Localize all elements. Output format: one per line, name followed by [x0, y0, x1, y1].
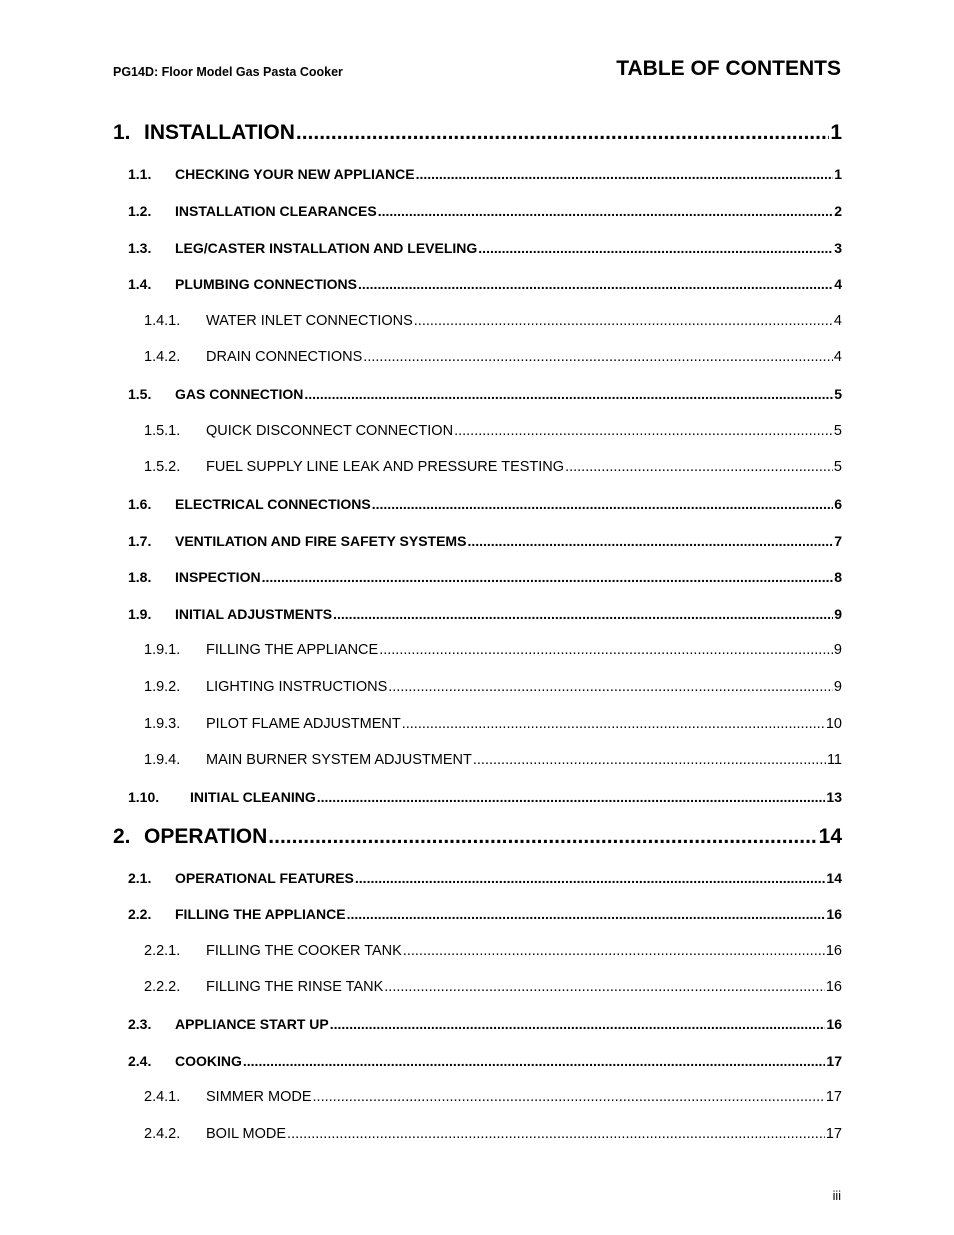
toc-entry-number: 1.7.	[128, 533, 152, 549]
toc-entry-page: 11	[826, 752, 842, 768]
toc-entry-title: BOIL MODE	[206, 1126, 287, 1142]
toc-entry-page: 16	[825, 943, 842, 959]
toc-entry-title: INSTALLATION CLEARANCES	[175, 203, 377, 219]
toc-entry-page: 14	[818, 825, 842, 848]
toc-entry[interactable]	[113, 422, 842, 440]
toc-dot-leader	[416, 165, 834, 183]
toc-entry-page: 6	[834, 496, 842, 512]
toc-dot-leader	[296, 120, 829, 146]
toc-entry-page: 9	[833, 642, 842, 658]
toc-entry-title: PLUMBING CONNECTIONS	[175, 276, 357, 292]
toc-entry-page: 7	[834, 533, 842, 549]
toc-entry-number: 1.8.	[128, 569, 152, 585]
toc-entry-number: 1.10.	[128, 789, 160, 805]
toc-entry[interactable]	[113, 788, 842, 806]
toc-entry-number: 1.9.	[128, 606, 152, 622]
toc-dot-leader	[467, 532, 833, 550]
toc-entry-page: 5	[833, 423, 842, 439]
toc-entry[interactable]	[113, 495, 842, 513]
toc-entry-title: INSPECTION	[175, 569, 261, 585]
toc-entry[interactable]	[113, 641, 842, 659]
toc-entry[interactable]	[113, 120, 842, 146]
toc-dot-leader	[355, 869, 826, 887]
toc-entry-title: VENTILATION AND FIRE SAFETY SYSTEMS	[175, 533, 467, 549]
toc-entry-number: 1.5.1.	[144, 423, 181, 439]
toc-entry[interactable]	[113, 715, 842, 733]
toc-entry-title: OPERATIONAL FEATURES	[175, 870, 354, 886]
toc-entry-page: 9	[834, 606, 842, 622]
toc-dot-leader	[378, 202, 834, 220]
toc-dot-leader	[372, 495, 833, 513]
toc-entry[interactable]	[113, 348, 842, 366]
toc-entry[interactable]	[113, 568, 842, 586]
toc-dot-leader	[473, 751, 826, 769]
toc-entry-number: 1.9.4.	[144, 752, 181, 768]
toc-entry-number: 1.4.1.	[144, 313, 181, 329]
toc-entry-number: 2.1.	[128, 870, 152, 886]
toc-dot-leader	[414, 312, 833, 330]
toc-entry-number: 1.9.3.	[144, 716, 181, 732]
toc-entry-title: CHECKING YOUR NEW APPLIANCE	[175, 166, 415, 182]
toc-dot-leader	[478, 239, 833, 257]
toc-entry-number: 1.4.2.	[144, 349, 181, 365]
toc-entry-page: 17	[826, 1053, 842, 1069]
section-title: TABLE OF CONTENTS	[616, 57, 841, 80]
toc-entry-page: 17	[825, 1089, 842, 1105]
toc-entry-number: 1.	[113, 121, 131, 144]
toc-entry-number: 2.	[113, 825, 131, 848]
toc-dot-leader	[330, 1015, 826, 1033]
toc-entry-number: 1.4.	[128, 276, 152, 292]
toc-entry-number: 1.2.	[128, 203, 152, 219]
toc-entry-page: 9	[833, 679, 842, 695]
toc-entry-number: 2.3.	[128, 1016, 152, 1032]
toc-entry[interactable]	[113, 202, 842, 220]
toc-entry-title: APPLIANCE START UP	[175, 1016, 329, 1032]
toc-dot-leader	[358, 275, 833, 293]
toc-entry[interactable]	[113, 905, 842, 923]
toc-entry-title: WATER INLET CONNECTIONS	[206, 313, 413, 329]
toc-entry-page: 4	[833, 313, 842, 329]
toc-entry-title: GAS CONNECTION	[175, 386, 304, 402]
toc-entry-page: 5	[834, 386, 842, 402]
toc-dot-leader	[388, 678, 833, 696]
toc-entry[interactable]	[113, 165, 842, 183]
toc-dot-leader	[317, 788, 826, 806]
toc-entry[interactable]	[113, 532, 842, 550]
toc-entry-page: 2	[834, 203, 842, 219]
toc-entry-page: 5	[833, 459, 842, 475]
toc-entry-title: MAIN BURNER SYSTEM ADJUSTMENT	[206, 752, 472, 768]
toc-entry-page: 13	[826, 789, 842, 805]
toc-entry[interactable]	[113, 869, 842, 887]
toc-entry[interactable]	[113, 312, 842, 330]
toc-entry-page: 16	[826, 906, 842, 922]
toc-entry[interactable]	[113, 1088, 842, 1106]
toc-dot-leader	[333, 605, 833, 623]
document-title: PG14D: Floor Model Gas Pasta Cooker	[113, 65, 343, 79]
toc-entry[interactable]	[113, 942, 842, 960]
toc-entry[interactable]	[113, 605, 842, 623]
toc-entry-page: 16	[826, 1016, 842, 1032]
toc-entry-title: FILLING THE COOKER TANK	[206, 943, 402, 959]
toc-entry-number: 1.6.	[128, 496, 152, 512]
toc-entry[interactable]	[113, 1015, 842, 1033]
toc-entry[interactable]	[113, 978, 842, 996]
toc-entry-number: 2.2.2.	[144, 979, 181, 995]
toc-entry-title: COOKING	[175, 1053, 242, 1069]
toc-entry-title: FILLING THE APPLIANCE	[175, 906, 346, 922]
toc-dot-leader	[379, 641, 833, 659]
toc-entry-page: 8	[834, 569, 842, 585]
toc-entry-page: 10	[825, 716, 842, 732]
toc-entry-title: FILLING THE RINSE TANK	[206, 979, 384, 995]
toc-dot-leader	[313, 1088, 825, 1106]
toc-entry-title: ELECTRICAL CONNECTIONS	[175, 496, 371, 512]
toc-entry-title: PILOT FLAME ADJUSTMENT	[206, 716, 401, 732]
toc-entry[interactable]	[113, 239, 842, 257]
toc-entry[interactable]	[113, 1125, 842, 1143]
toc-entry-number: 1.1.	[128, 166, 152, 182]
toc-entry-page: 3	[834, 240, 842, 256]
toc-entry-title: LEG/CASTER INSTALLATION AND LEVELING	[175, 240, 478, 256]
toc-entry-page: 1	[830, 121, 842, 144]
toc-entry-number: 2.4.	[128, 1053, 152, 1069]
toc-entry[interactable]	[113, 678, 842, 696]
toc-entry-number: 2.2.1.	[144, 943, 181, 959]
toc-dot-leader	[384, 978, 825, 996]
toc-entry[interactable]	[113, 1052, 842, 1070]
toc-dot-leader	[287, 1125, 825, 1143]
toc-entry-title: LIGHTING INSTRUCTIONS	[206, 679, 388, 695]
toc-entry-number: 1.9.1.	[144, 642, 181, 658]
toc-entry-page: 16	[825, 979, 842, 995]
toc-entry-number: 1.5.2.	[144, 459, 181, 475]
toc-dot-leader	[454, 422, 833, 440]
toc-entry-page: 1	[834, 166, 842, 182]
toc-dot-leader	[347, 905, 826, 923]
toc-entry-number: 1.5.	[128, 386, 152, 402]
toc-dot-leader	[304, 385, 833, 403]
toc-entry-title: INSTALLATION	[144, 121, 295, 144]
toc-entry[interactable]	[113, 385, 842, 403]
toc-dot-leader	[268, 824, 817, 850]
toc-entry-title: DRAIN CONNECTIONS	[206, 349, 363, 365]
toc-entry-title: FILLING THE APPLIANCE	[206, 642, 379, 658]
toc-dot-leader	[243, 1052, 826, 1070]
toc-entry-page: 4	[834, 276, 842, 292]
toc-dot-leader	[363, 348, 833, 366]
toc-entry-title: SIMMER MODE	[206, 1089, 312, 1105]
toc-entry-number: 2.2.	[128, 906, 152, 922]
toc-dot-leader	[403, 942, 825, 960]
toc-entry-number: 2.4.2.	[144, 1126, 181, 1142]
toc-entry[interactable]	[113, 824, 842, 850]
toc-entry-page: 17	[825, 1126, 842, 1142]
toc-entry-title: FUEL SUPPLY LINE LEAK AND PRESSURE TESTING	[206, 459, 565, 475]
toc-dot-leader	[565, 458, 833, 476]
toc-entry-page: 14	[826, 870, 842, 886]
toc-entry[interactable]	[113, 751, 842, 769]
toc-entry-number: 1.9.2.	[144, 679, 181, 695]
toc-dot-leader	[262, 568, 834, 586]
toc-entry-number: 1.3.	[128, 240, 152, 256]
toc-entry-page: 4	[833, 349, 842, 365]
toc-entry[interactable]	[113, 275, 842, 293]
toc-entry-title: OPERATION	[144, 825, 268, 848]
page-number: iii	[832, 1189, 841, 1203]
toc-entry-number: 2.4.1.	[144, 1089, 181, 1105]
toc-entry-title: INITIAL ADJUSTMENTS	[175, 606, 333, 622]
toc-entry-title: QUICK DISCONNECT CONNECTION	[206, 423, 454, 439]
toc-dot-leader	[402, 715, 825, 733]
toc-entry[interactable]	[113, 458, 842, 476]
toc-entry-title: INITIAL CLEANING	[190, 789, 316, 805]
